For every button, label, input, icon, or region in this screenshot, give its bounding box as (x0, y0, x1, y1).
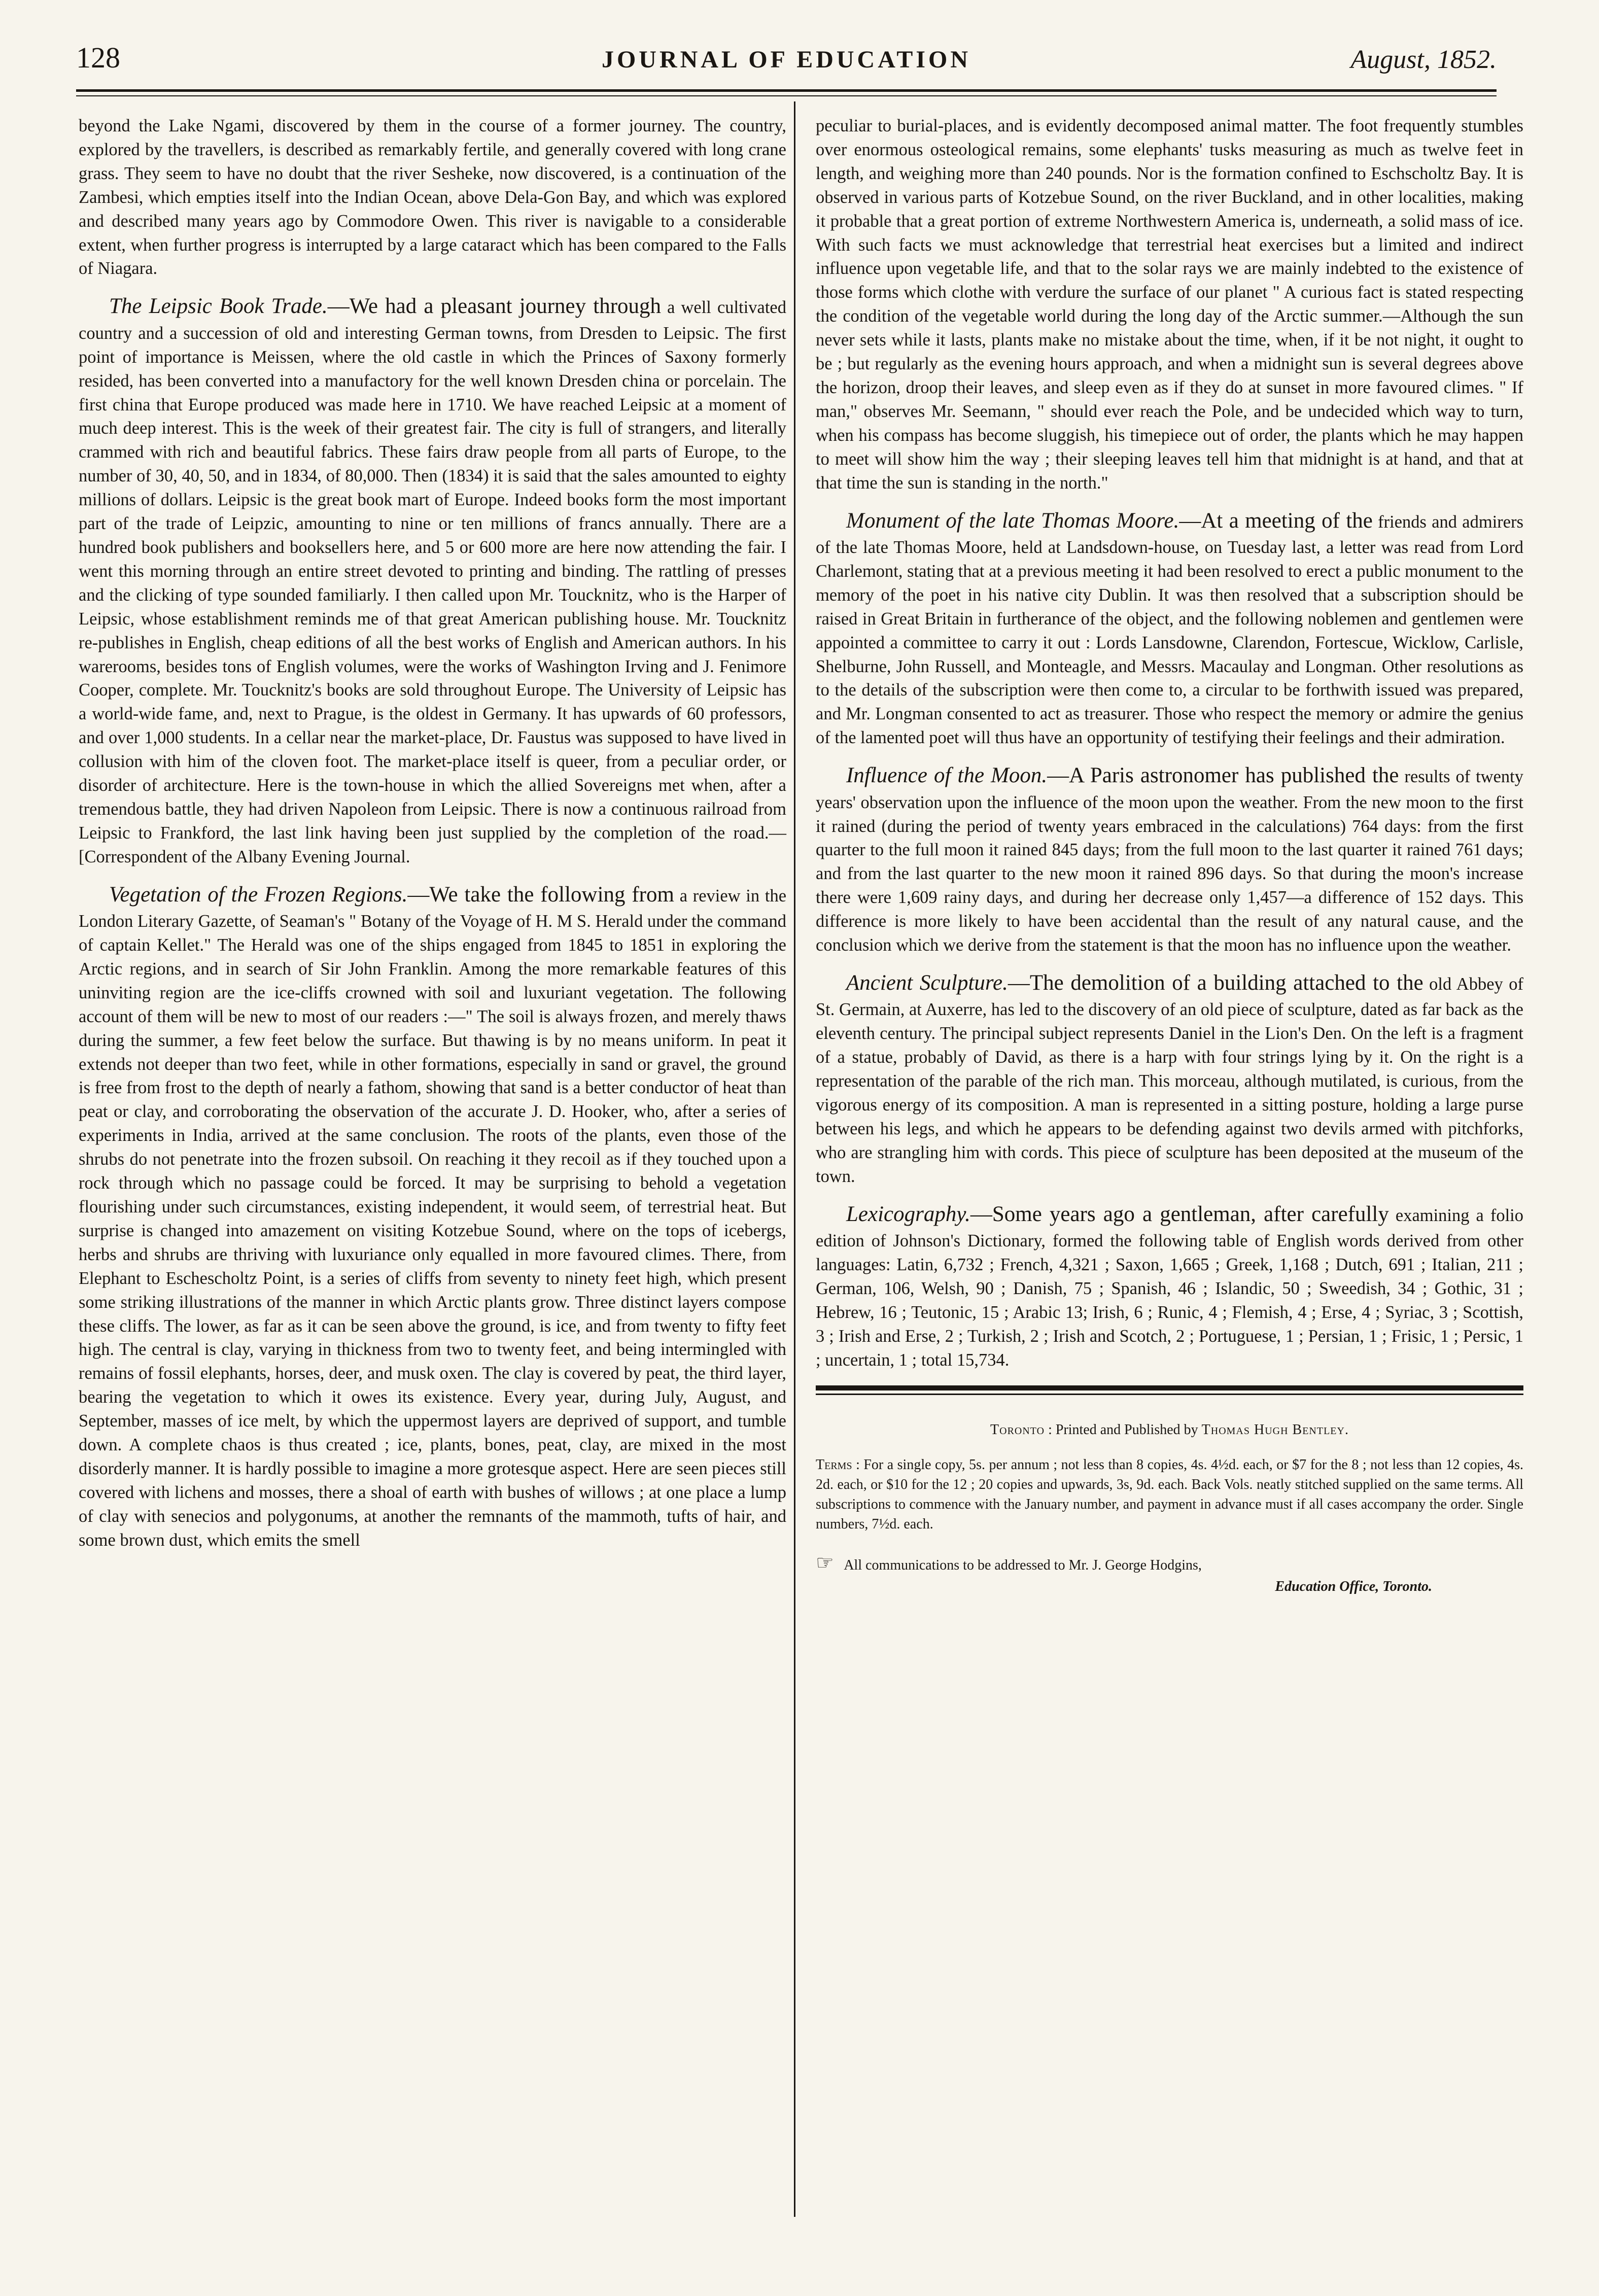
footer-rule (816, 1385, 1523, 1395)
imprint (816, 1420, 1523, 1440)
article-leipsic-book-trade (79, 292, 786, 868)
article-heading: The Leipsic Book Trade. (109, 294, 328, 319)
terms-text: : For a single copy, 5s. per annum ; not less than 8 copies, 4s. 4½d. each, or $7 for the 8 ; not less than 12 copies, 4s. 2d. each, or $10 for the 12 ; 20 copies and upwards, 3s, 9d. each. Back Vols. neatly stitched supplied on the same terms. All subscriptions to commence with the January number, and payment in advance must if all cases accompany the order. Single numbers, 7½d. each. (816, 1456, 1524, 1533)
column-divider (794, 101, 795, 2217)
page-number: 128 (76, 41, 120, 74)
article-body: a review in the London Literary Gazette, of Seaman's " Botany of the Voyage of H. M S. Herald under the command of captain Kellet." The Herald was one of the ships engaged from 1845 to 1851 in exploring the Arctic regions, and in search of Sir John Franklin. Among the more remarkable features of this uninviting region are the ice-cliffs crowned with soil and luxuriant vegetation. The following account of them will be new to most of our readers :—" The soil is always frozen, and merely thaws during the summer, a few feet below the surface. But thawing is by no means uniform. In peat it extends not deeper than two feet, while in other formations, especially in sand or gravel, the ground is free from frost to the depth of nearly a fathom, showing that sand is a better conductor of heat than peat or clay, and corroborating the observation of the accurate J. D. Hooker, who, after a series of experiments in India, arrived at the same conclusion. The roots of the plants, even those of the shrubs do not penetrate into the frozen subsoil. On reaching it they recoil as if they touched upon a rock through which no passage could be forced. It may be surprising to behold a vegetation flourishing under such circumstances, existing independent, it would seem, of terrestrial heat. But surprise is changed into amazement on visiting Kotzebue Sound, where on the tops of icebergs, herbs and shrubs are thriving with luxuriance only equalled in more favoured climes. There, from Elephant to Eschescholtz Point, is a series of cliffs from seventy to ninety feet high, which present some striking illustrations of the manner in which Arctic plants grow. Three distinct layers compose these cliffs. The lower, as far as it can be seen above the ground, is ice, and from twenty to fifty feet high. The central is clay, varying in thickness from two to twenty feet, and being intermingled with remains of fossil elephants, horses, deer, and musk oxen. The clay is covered by peat, the third layer, bearing the vegetation to which it owes its existence. Every year, during July, August, and September, masses of ice melt, by which the uppermost layers are deprived of support, and tumble down. A complete chaos is thus created ; ice, plants, bones, peat, clay, are mixed in the most disorderly manner. It is hardly possible to imagine a more grotesque aspect. Here are seen pieces still covered with lichens and mosses, there a shoal of earth with bushes of willows ; at one place a lump of clay with senecios and polygonums, at another the remnants of the mammoth, tufts of hair, and some brown dust, which emits the smell (79, 886, 787, 1550)
article-lead: —The demolition of a building attached to the (1007, 970, 1423, 995)
continuation-paragraph: peculiar to burial-places, and is evidently decomposed animal matter. The foot frequently stumbles over enormous osteological remains, some elephants' tusks measuring as much as twelve feet in length, and weighing more than 240 pounds. Nor is the formation confined to Eschscholtz Bay. It is observed in various parts of Kotzebue Sound, on the river Buckland, and in other localities, making it probable that a great portion of extreme Northwestern America is, underneath, a solid mass of ice. With such facts we must acknowledge that terrestrial heat exercises but a limited and indirect influence upon vegetable life, and that to the solar rays we are mainly indebted to the existence of those forms which clothe with verdure the surface of our planet " A curious fact is stated respecting the condition of the vegetable world during the long day of the Arctic summer.—Although the sun never sets while it lasts, plants make no mistake about the time, when, if it be not night, it ought to be ; but regularly as the evening hours approach, and when a midnight sun is several degrees above the horizon, droop their leaves, and sleep even as if they do at sunset in more favoured climes. " If man," observes Mr. Seemann, " should ever reach the Pole, and be undecided which way to turn, when his compass has become sluggish, his timepiece out of order, the plants which he may happen to meet will show him the way ; their sleeping leaves tell him that midnight is at hand, and that at that time the sun is standing in the north." (816, 116, 1523, 493)
article-heading: Ancient Sculpture. (846, 970, 1008, 995)
header-rule (76, 89, 1497, 96)
page-header (76, 30, 1497, 86)
right-column (816, 114, 1523, 1596)
imprint-place: Toronto (990, 1421, 1045, 1438)
article-heading: Lexicography. (846, 1202, 970, 1226)
subscription-terms (816, 1455, 1523, 1535)
article-lexicography (816, 1200, 1523, 1372)
article-lead: —Some years ago a gentleman, after carefully (970, 1202, 1389, 1226)
article-body: a well cultivated country and a succession of old and interesting German towns, from Dresden to Leipsic. The first point of importance is Meissen, where the old castle in which the Princes of Saxony formerly resided, has been converted into a manufactory for the well known Dresden china or porcelain. The first china that Europe produced was made here in 1710. We have reached Leipsic at a moment of much deep interest. This is the week of their greatest fair. The city is full of strangers, and literally crammed with rich and beautiful fabrics. These fairs draw people from all parts of Europe, to the number of 30, 40, 50, and in 1834, of 80,000. Then (1834) it is said that the sales amounted to eighty millions of dollars. Leipsic is the great book mart of Europe. Indeed books form the most important part of the trade of Leipzic, amounting to nine or ten millions of francs annually. There are a hundred book publishers and booksellers here, and 5 or 600 more are here now attending the fair. I went this morning through an entire street devoted to printing and binding. The rattling of presses and the clicking of type sounded familiarly. I then called upon Mr. Toucknitz, who is the Harper of Leipsic, whose establishment reminds me of that great American publishing house. Mr. Toucknitz re-publishes in English, cheap editions of all the best works of English and American authors. In his warerooms, besides tons of English volumes, were the works of Washington Irving and J. Fenimore Cooper, complete. Mr. Toucknitz's books are sold throughout Europe. The University of Leipsic has a world-wide fame, and, next to Prague, is the oldest in Germany. It has upwards of 60 professors, and over 1,000 students. In a cellar near the market-place, Dr. Faustus was supposed to have lived in collusion with him of the cloven foot. The market-place itself is queer, from a peculiar order, or disorder of architecture. Here is the town-house in which the allied Sovereigns met when, after a tremendous battle, they had driven Napoleon from Leipsic. There is now a continuous railroad from Leipsic to Frankford, the last link having been just supplied by the completion of the road.—[Correspondent of the Albany Evening Journal. (79, 298, 786, 866)
communications-text: All communications to be addressed to Mr. J. George Hodgins, (844, 1557, 1202, 1574)
intro-paragraph: beyond the Lake Ngami, discovered by them in the course of a former journey. The country, explored by the travellers, is described as remarkably fertile, and generally covered with long crane grass. They seem to have no doubt that the river Sesheke, now discovered, is a continuation of the Zambesi, which empties itself into the Indian Ocean, above Dela-Gon Bay, and which was explored and described many years ago by Commodore Owen. This river is navigable to a considerable extent, when further progress is interrupted by a large cataract which has been compared to the Falls of Niagara. (79, 116, 786, 279)
article-lead: —A Paris astronomer has published the (1047, 763, 1399, 788)
article-thomas-moore-monument (816, 506, 1523, 750)
education-office: Education Office, Toronto. (1275, 1578, 1432, 1594)
article-body: results of twenty years' observation upon the influence of the moon upon the weather. From the new moon to the first it rained (during the period of twenty years embraced in the calculations) 764 days: from the first quarter to the full moon it rained 845 days; from the full moon to the last quarter it rained 761 days; and from the last quarter to the new moon it rained 896 days. So that during the moon's increase there were 1,609 rainy days, and during her decrease only 1,457—a difference of 152 days. This difference is more likely to have been accidental than the result of any natural cause, and the conclusion which we derive from the statement is that the moon has no influence upon the weather. (816, 767, 1523, 955)
article-heading: Influence of the Moon. (846, 763, 1048, 788)
article-frozen-regions (79, 880, 786, 1552)
article-body: examining a folio edition of Johnson's Dictionary, formed the following table of English words derived from other languages: Latin, 6,732 ; French, 4,321 ; Saxon, 1,665 ; Greek, 1,168 ; Dutch, 691 ; Italian, 211 ; German, 106, Welsh, 90 ; Danish, 75 ; Spanish, 46 ; Islandic, 50 ; Sweedish, 34 ; Gothic, 31 ; Hebrew, 16 ; Teutonic, 15 ; Arabic 13; Irish, 6 ; Runic, 4 ; Flemish, 4 ; Erse, 4 ; Syriac, 3 ; Scottish, 3 ; Irish and Erse, 2 ; Turkish, 2 ; Irish and Scotch, 2 ; Portuguese, 1 ; Persian, 1 ; Frisic, 1 ; Persic, 1 ; uncertain, 1 ; total 15,734. (816, 1205, 1524, 1370)
contact-notice (816, 1549, 1523, 1596)
article-lead: —We had a pleasant journey through (327, 294, 662, 319)
article-lead: —At a meeting of the (1179, 508, 1373, 533)
article-body: old Abbey of St. Germain, at Auxerre, has led to the discovery of an old piece of sculpture, dated as far back as the eleventh century. The principal subject represents Daniel in the Lion's Den. On the left is a fragment of a statue, probably of David, as there is a harp with four strings lying by it. On the right is a representation of the parable of the rich man. This morceau, although mutilated, is curious, from the vigorous energy of its composition. A man is represented in a sitting posture, holding a large purse between his legs, and which he appears to be defending against two devils armed with pitchforks, who are strangling him with cords. This piece of sculpture has been deposited at the museum of the town. (816, 974, 1523, 1186)
article-body: friends and admirers of the late Thomas Moore, held at Landsdown-house, on Tuesday last, a letter was read from Lord Charlemont, stating that at a previous meeting it had been resolved to erect a public monument to the memory of the poet in his native city Dublin. It was then resolved that a subscription should be raised in Great Britain in furtherance of the object, and the following noblemen and gentlemen were appointed a committee to carry it out : Lords Lansdowne, Clarendon, Fortescue, Wicklow, Carlisle, Shelburne, John Russell, and Monteagle, and Messrs. Macaulay and Longman. Other resolutions as to the details of the subscription were then come to, a circular to be forthwith issued was prepared, and Mr. Longman consented to act as treasurer. Those who respect the memory or admire the genius of the lamented poet will thus have an opportunity of testifying their feelings and their admiration. (816, 512, 1524, 748)
article-influence-of-moon (816, 761, 1523, 957)
imprint-publisher: Thomas Hugh Bentley. (1201, 1421, 1349, 1438)
article-ancient-sculpture (816, 968, 1523, 1189)
article-lead: —We take the following from (407, 882, 674, 907)
pointing-hand-icon: ☞ (816, 1551, 834, 1575)
terms-label: Terms (816, 1456, 852, 1473)
journal-title: JOURNAL OF EDUCATION (601, 46, 971, 73)
issue-date: August, 1852. (1350, 45, 1497, 74)
article-heading: Monument of the late Thomas Moore. (846, 508, 1179, 533)
imprint-text: : Printed and Published by (1048, 1421, 1198, 1438)
left-column (79, 114, 786, 1563)
article-heading: Vegetation of the Frozen Regions. (109, 882, 408, 907)
